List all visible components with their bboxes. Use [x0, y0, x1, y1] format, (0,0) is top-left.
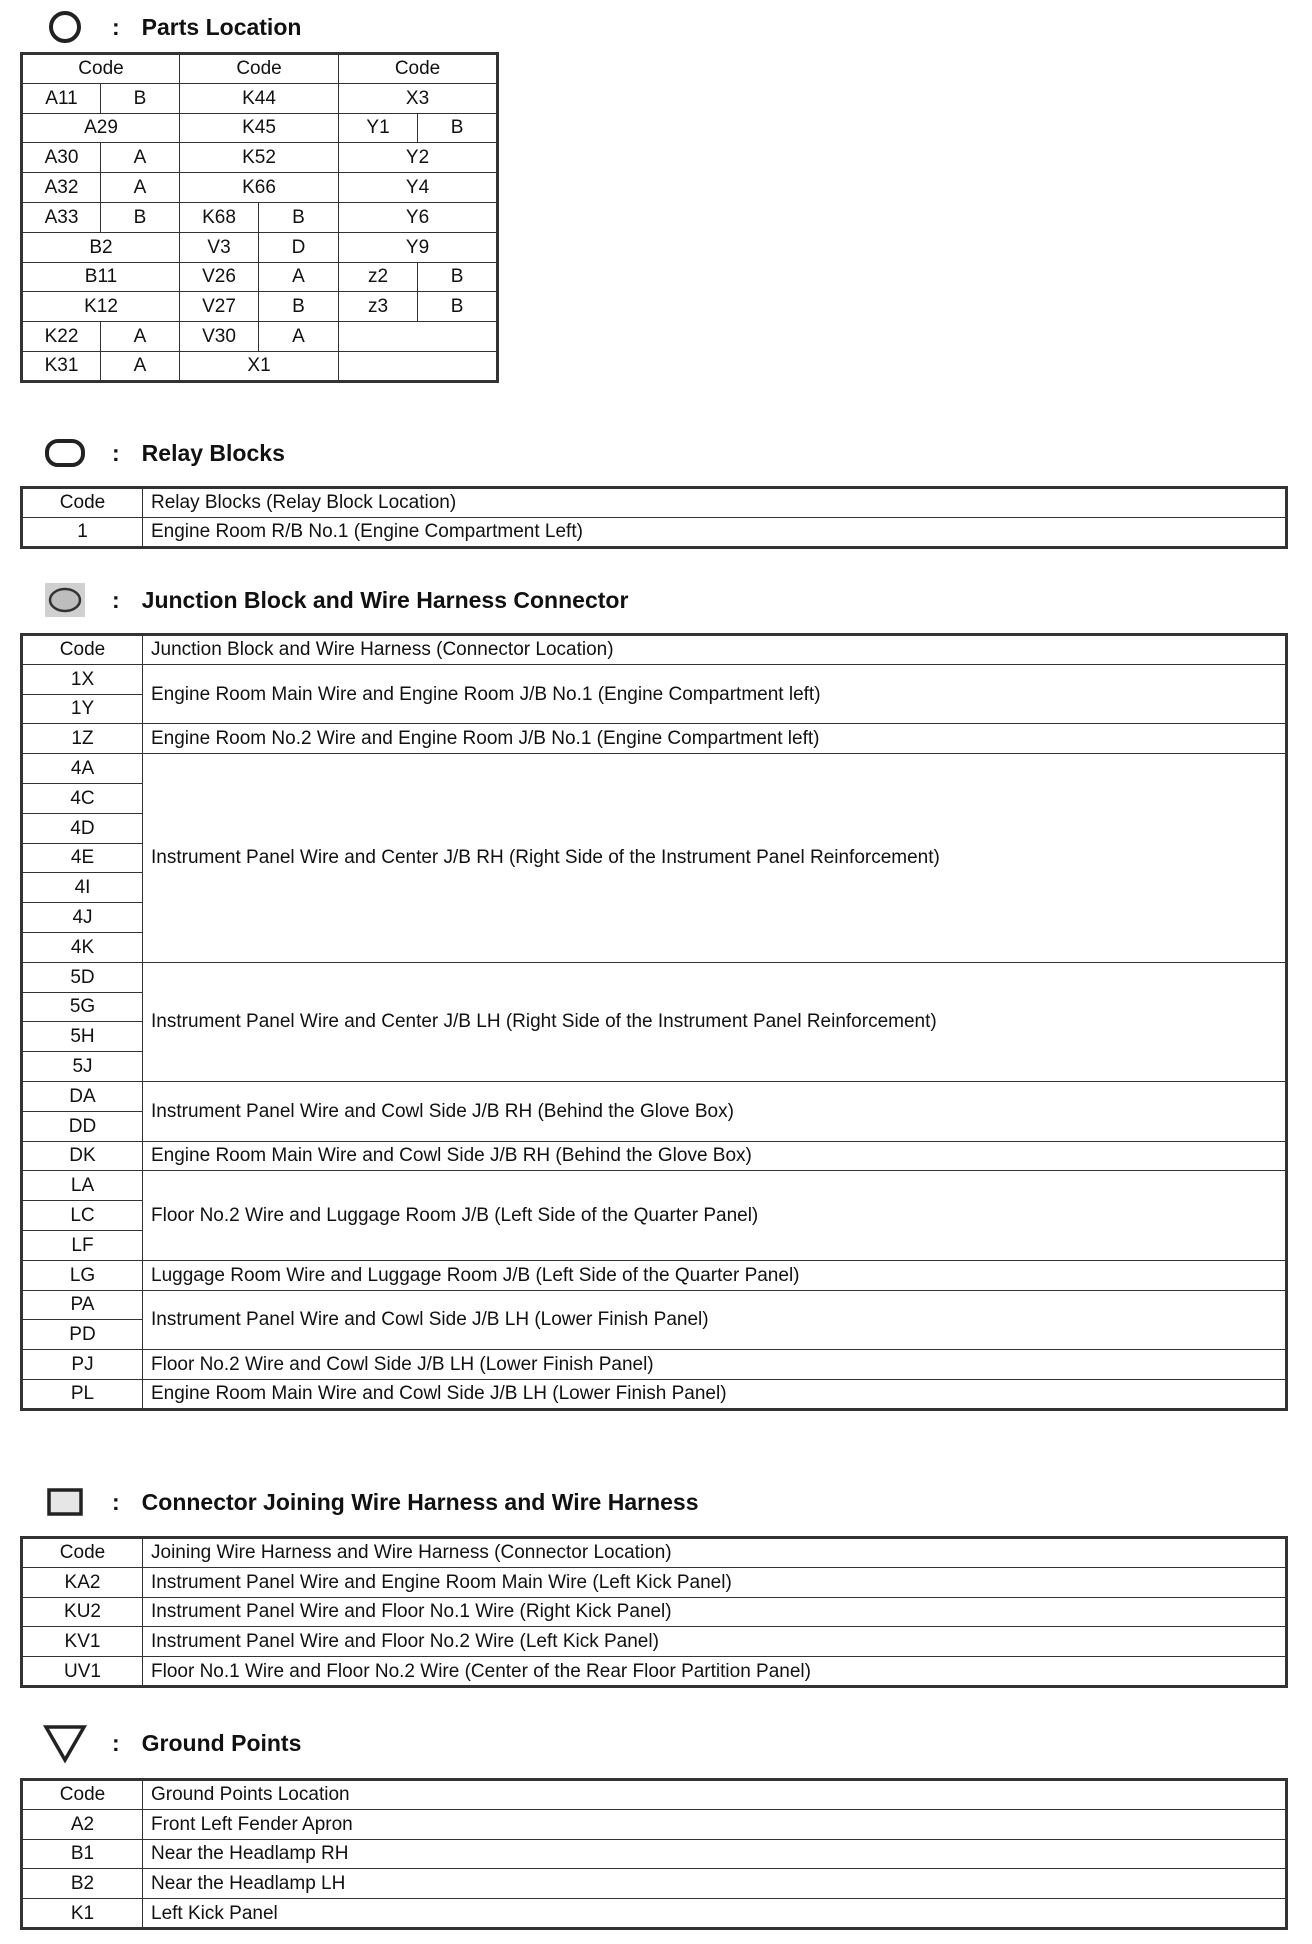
column-header: Code [180, 54, 339, 84]
code-cell: PD [22, 1320, 143, 1350]
part-code-cell: V26 [180, 262, 259, 292]
part-location-cell: B [259, 202, 339, 232]
connector-joining-header [40, 1481, 699, 1523]
header-colon: : [112, 439, 120, 466]
table-header-row [22, 1780, 1287, 1810]
description-cell: Instrument Panel Wire and Floor No.1 Wire (Right Kick Panel) [143, 1597, 1287, 1627]
table-row [22, 83, 498, 113]
part-code-cell [339, 351, 498, 381]
part-location-cell: A [101, 173, 180, 203]
parts-location-header [40, 6, 301, 48]
table-row [22, 351, 498, 381]
part-location-cell: B [101, 83, 180, 113]
rounded-rect-icon [40, 432, 90, 474]
description-cell: Instrument Panel Wire and Center J/B RH (Right Side of the Instrument Panel Reinforcement) [143, 754, 1287, 963]
section-title: Connector Joining Wire Harness and Wire Harness [141, 1488, 699, 1515]
column-header: Code [22, 54, 180, 84]
part-code-cell: X1 [180, 351, 339, 381]
connector-joining-table [20, 1536, 1288, 1688]
section-title: Relay Blocks [141, 439, 285, 466]
table-row [22, 1290, 1287, 1320]
part-code-cell: B11 [22, 262, 180, 292]
code-cell: 5H [22, 1022, 143, 1052]
part-location-cell: A [259, 262, 339, 292]
table-row [22, 754, 1287, 784]
code-cell: KU2 [22, 1597, 143, 1627]
table-header-row [22, 1538, 1287, 1568]
column-header: Code [339, 54, 498, 84]
description-cell: Engine Room R/B No.1 (Engine Compartment Left) [143, 517, 1287, 547]
code-cell: LA [22, 1171, 143, 1201]
part-location-cell: B [259, 292, 339, 322]
part-code-cell: B2 [22, 232, 180, 262]
part-code-cell: V27 [180, 292, 259, 322]
code-cell: LG [22, 1260, 143, 1290]
part-code-cell: V30 [180, 322, 259, 352]
part-code-cell: K68 [180, 202, 259, 232]
part-code-cell: z3 [339, 292, 418, 322]
code-cell: B1 [22, 1839, 143, 1869]
column-header-code: Code [22, 1538, 143, 1568]
part-code-cell: K45 [180, 113, 339, 143]
code-cell: 5J [22, 1052, 143, 1082]
table-header-row [22, 635, 1287, 665]
table-row [22, 173, 498, 203]
rectangle-icon [40, 1481, 90, 1523]
part-code-cell: Y9 [339, 232, 498, 262]
part-code-cell: z2 [339, 262, 418, 292]
code-cell: PA [22, 1290, 143, 1320]
description-cell: Front Left Fender Apron [143, 1809, 1287, 1839]
description-cell: Instrument Panel Wire and Cowl Side J/B RH (Behind the Glove Box) [143, 1081, 1287, 1141]
code-cell: LF [22, 1230, 143, 1260]
section-title: Ground Points [141, 1729, 302, 1756]
description-cell: Engine Room Main Wire and Cowl Side J/B LH (Lower Finish Panel) [143, 1379, 1287, 1409]
table-row [22, 1081, 1287, 1111]
column-header-code: Code [22, 488, 143, 518]
part-code-cell: A11 [22, 83, 101, 113]
section-title: Parts Location [141, 13, 302, 40]
code-cell: 4D [22, 813, 143, 843]
description-cell: Luggage Room Wire and Luggage Room J/B (Left Side of the Quarter Panel) [143, 1260, 1287, 1290]
part-location-cell: A [101, 351, 180, 381]
description-cell: Floor No.2 Wire and Cowl Side J/B LH (Lower Finish Panel) [143, 1350, 1287, 1380]
part-code-cell: K22 [22, 322, 101, 352]
table-row [22, 1141, 1287, 1171]
table-header-row [22, 488, 1287, 518]
table-row [22, 1171, 1287, 1201]
table-row [22, 1260, 1287, 1290]
part-location-cell: D [259, 232, 339, 262]
code-cell: KV1 [22, 1627, 143, 1657]
junction-block-header [40, 579, 628, 621]
ground-points-header [40, 1722, 301, 1764]
part-location-cell: B [418, 113, 498, 143]
circle-icon [40, 6, 90, 48]
code-cell: LC [22, 1201, 143, 1231]
part-location-cell: B [101, 202, 180, 232]
table-row [22, 143, 498, 173]
table-row [22, 262, 498, 292]
table-row [22, 1379, 1287, 1409]
table-row [22, 232, 498, 262]
description-cell: Instrument Panel Wire and Floor No.2 Wire (Left Kick Panel) [143, 1627, 1287, 1657]
part-code-cell: K12 [22, 292, 180, 322]
header-colon: : [112, 586, 120, 613]
column-header-description: Joining Wire Harness and Wire Harness (Connector Location) [143, 1538, 1287, 1568]
code-cell: K1 [22, 1899, 143, 1929]
part-code-cell: K44 [180, 83, 339, 113]
table-row [22, 1350, 1287, 1380]
header-colon: : [112, 13, 120, 40]
part-code-cell: K66 [180, 173, 339, 203]
part-location-cell: B [418, 292, 498, 322]
part-code-cell: K52 [180, 143, 339, 173]
part-code-cell: X3 [339, 83, 498, 113]
part-code-cell: A29 [22, 113, 180, 143]
table-row [22, 292, 498, 322]
column-header-description: Ground Points Location [143, 1780, 1287, 1810]
description-cell: Floor No.2 Wire and Luggage Room J/B (Left Side of the Quarter Panel) [143, 1171, 1287, 1260]
table-row [22, 517, 1287, 547]
junction-block-table [20, 633, 1288, 1411]
table-row [22, 113, 498, 143]
triangle-down-icon [40, 1722, 90, 1764]
table-row [22, 1657, 1287, 1687]
table-row [22, 1809, 1287, 1839]
table-row [22, 202, 498, 232]
table-row [22, 1597, 1287, 1627]
description-cell: Near the Headlamp RH [143, 1839, 1287, 1869]
parts-location-table [20, 52, 499, 383]
table-row [22, 1869, 1287, 1899]
code-cell: 4I [22, 873, 143, 903]
table-row [22, 1567, 1287, 1597]
description-cell: Instrument Panel Wire and Engine Room Main Wire (Left Kick Panel) [143, 1567, 1287, 1597]
column-header-code: Code [22, 1780, 143, 1810]
part-code-cell: V3 [180, 232, 259, 262]
relay-blocks-header [40, 432, 285, 474]
column-header-code: Code [22, 635, 143, 665]
code-cell: 4J [22, 903, 143, 933]
section-title: Junction Block and Wire Harness Connector [141, 586, 629, 613]
part-code-cell: A30 [22, 143, 101, 173]
code-cell: 1 [22, 517, 143, 547]
part-code-cell: Y2 [339, 143, 498, 173]
part-code-cell: K31 [22, 351, 101, 381]
part-code-cell: A32 [22, 173, 101, 203]
part-code-cell [339, 322, 498, 352]
part-location-cell: A [101, 143, 180, 173]
header-colon: : [112, 1488, 120, 1515]
code-cell: 5G [22, 992, 143, 1022]
description-cell: Instrument Panel Wire and Cowl Side J/B LH (Lower Finish Panel) [143, 1290, 1287, 1350]
table-row [22, 322, 498, 352]
relay-blocks-table [20, 486, 1288, 549]
code-cell: 4K [22, 932, 143, 962]
code-cell: 1Z [22, 724, 143, 754]
description-cell: Engine Room Main Wire and Cowl Side J/B RH (Behind the Glove Box) [143, 1141, 1287, 1171]
code-cell: UV1 [22, 1657, 143, 1687]
table-row [22, 1899, 1287, 1929]
column-header-description: Relay Blocks (Relay Block Location) [143, 488, 1287, 518]
ground-points-table [20, 1778, 1288, 1930]
code-cell: DK [22, 1141, 143, 1171]
code-cell: PL [22, 1379, 143, 1409]
table-row [22, 962, 1287, 992]
part-code-cell: A33 [22, 202, 101, 232]
part-location-cell: A [259, 322, 339, 352]
code-cell: PJ [22, 1350, 143, 1380]
table-header-row [22, 54, 498, 84]
code-cell: 4E [22, 843, 143, 873]
code-cell: 1Y [22, 694, 143, 724]
part-code-cell: Y6 [339, 202, 498, 232]
code-cell: B2 [22, 1869, 143, 1899]
description-cell: Near the Headlamp LH [143, 1869, 1287, 1899]
description-cell: Engine Room No.2 Wire and Engine Room J/B No.1 (Engine Compartment left) [143, 724, 1287, 754]
table-row [22, 724, 1287, 754]
code-cell: KA2 [22, 1567, 143, 1597]
code-cell: 4C [22, 783, 143, 813]
code-cell: 1X [22, 664, 143, 694]
code-cell: A2 [22, 1809, 143, 1839]
code-cell: DA [22, 1081, 143, 1111]
code-cell: DD [22, 1111, 143, 1141]
part-code-cell: Y4 [339, 173, 498, 203]
column-header-description: Junction Block and Wire Harness (Connector Location) [143, 635, 1287, 665]
table-row [22, 664, 1287, 694]
header-colon: : [112, 1729, 120, 1756]
description-cell: Left Kick Panel [143, 1899, 1287, 1929]
shaded-ellipse-icon [40, 579, 90, 621]
code-cell: 4A [22, 754, 143, 784]
table-row [22, 1627, 1287, 1657]
part-location-cell: B [418, 262, 498, 292]
code-cell: 5D [22, 962, 143, 992]
description-cell: Engine Room Main Wire and Engine Room J/B No.1 (Engine Compartment left) [143, 664, 1287, 724]
part-code-cell: Y1 [339, 113, 418, 143]
part-location-cell: A [101, 322, 180, 352]
description-cell: Floor No.1 Wire and Floor No.2 Wire (Center of the Rear Floor Partition Panel) [143, 1657, 1287, 1687]
description-cell: Instrument Panel Wire and Center J/B LH (Right Side of the Instrument Panel Reinforcement) [143, 962, 1287, 1081]
table-row [22, 1839, 1287, 1869]
